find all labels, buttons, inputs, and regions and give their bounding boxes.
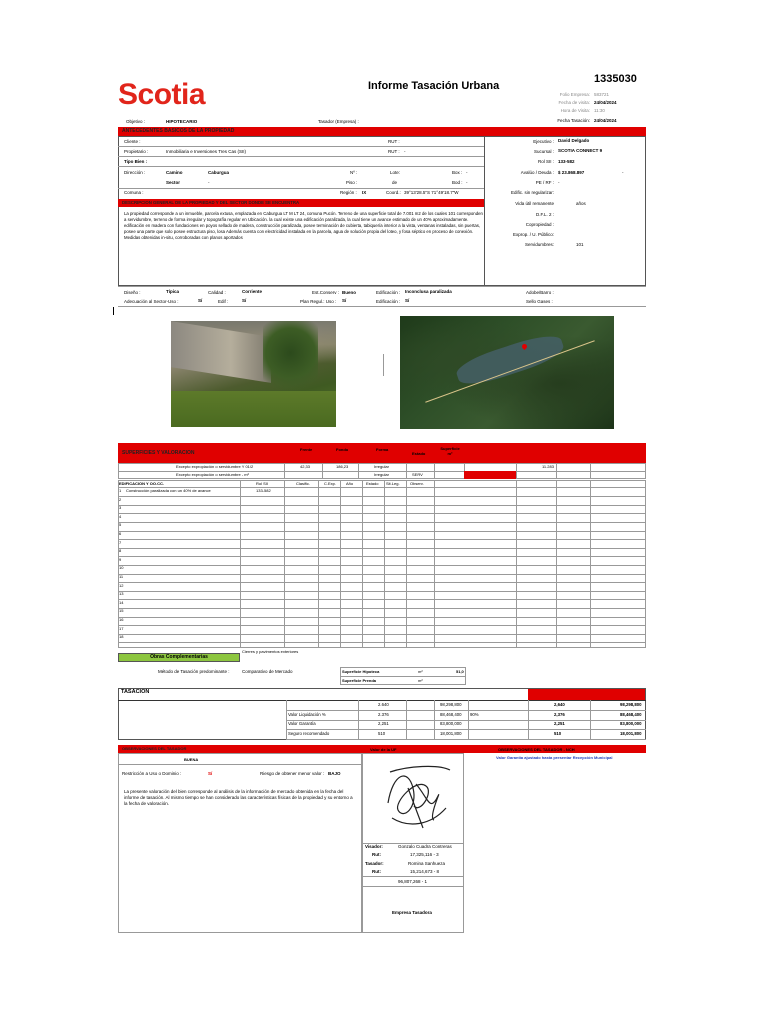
of-label: de	[392, 180, 398, 185]
col-observ: Observ.	[410, 481, 424, 486]
col-line	[468, 700, 469, 740]
unregularized-label: Edific. sin regularizar:	[510, 190, 554, 195]
disclaimer-text: La presente valoración del bien corresponde al análisis de la información de mercado obtenida en la fecha del informe de tasación. Al mismo tiempo se han considerado las características físicas de la propiedad y su entorno a la fecha de valoración.	[124, 789, 353, 806]
row-line	[118, 625, 646, 626]
row-line	[118, 591, 646, 592]
restriction-value: Sí	[208, 771, 213, 776]
owner-rut-label: RUT :	[388, 149, 400, 154]
col-fondo: Fondo	[336, 447, 349, 452]
valuation-row-pesos: 98,298,800	[440, 702, 462, 707]
building-row-number: 6	[119, 531, 122, 536]
building-row-description: Construcción paralizada con un 40% de avance	[126, 488, 211, 493]
valuation-value: $ 23.868.897	[558, 170, 585, 175]
col-line	[590, 463, 591, 479]
quality-label: Calidad :	[208, 290, 226, 295]
box-value: -	[466, 170, 468, 175]
building-row-number: 1	[119, 488, 122, 493]
region-value: IX	[362, 190, 367, 195]
valuation-highlight	[528, 689, 645, 700]
building-row-number: 4	[119, 513, 122, 519]
road-label: Camino	[166, 170, 183, 175]
folio-label: Folio Empresa:	[559, 92, 590, 97]
col-line	[286, 700, 287, 740]
property-type-label: Tipo Bien :	[124, 159, 148, 164]
coord-value: 39°13'28.5"S 71°49'18.7"W	[404, 190, 459, 195]
adobe-label: Adobe/Barro :	[526, 290, 554, 295]
col-sitleg: Sit.Leg.	[386, 481, 400, 486]
building-row-number: 12	[119, 582, 124, 588]
valuation-row-label: Valor Garantía	[288, 721, 316, 727]
col-line	[434, 700, 435, 740]
easements-label: Servidumbres:	[524, 242, 554, 247]
location-map-image	[400, 316, 614, 429]
method-label: Método de Tasación predominante :	[158, 669, 230, 674]
col-estado: Estado	[412, 451, 426, 456]
valuation-row-pesos: 88,468,400	[440, 711, 462, 717]
building-row-number: 5	[119, 522, 122, 528]
storage-label: Bod :	[452, 180, 463, 185]
land-row-label: Excepto expropiación o servidumbre Y 01/2	[176, 464, 254, 469]
building-row-number: 8	[119, 548, 122, 554]
lot-label: Lote:	[390, 170, 401, 175]
row-line	[118, 539, 646, 540]
land-row2-extra: SERV	[412, 472, 423, 477]
remaining-life-value: años	[576, 201, 586, 206]
col-clasific: Clasific.	[296, 481, 311, 486]
valuation-row-uf-total: 510	[554, 730, 562, 736]
design-value: Típica	[166, 289, 180, 294]
property-description: La propiedad corresponde a un inmueble, parcela extusa, emplazada en Caburgua LT M LT 24, comuna Pucón. Terreno de una superficie total de 7.001 m2 de los cuales 101 corresponden a servidumbre, terreno de forma irregular y topografía regular en Ubicación. la cual existe una edificación paralizada, la cual tiene un avance estimado de un 40% aproximadamente. edificación en madera con fundaciones en poyos sellado de madera, construcción paralizada, posee terminación de cubierta, tabiquería interior a la vista, ventanas instaladas, sin puertas, posee una parte que solo posee estructura piso, losa Además cuenta con electricidad instalada en la parcela, agua de solución propia del loteo, y fosa séptico en proceso de conexión. Medidas obtenidas in-situ, corroboradas con planos aportados	[124, 211, 483, 240]
col-line	[590, 700, 591, 740]
tasador-label: Tasador:	[365, 861, 384, 866]
edif-value: Sí	[242, 298, 247, 303]
valuation-row-pesos-total: 98,298,800	[620, 702, 642, 707]
col-ano: Año	[346, 481, 354, 486]
col-rol: Rol SII	[256, 481, 269, 486]
visador-rut-label: Rut:	[372, 852, 381, 857]
tasador-rut-label: Rut:	[372, 869, 381, 874]
observations-title: OBSERVACIONES DEL TASADOR	[122, 746, 187, 751]
photo-divider	[383, 354, 384, 376]
storage-value: -	[466, 180, 468, 185]
valuation-row-pct: 90%	[470, 711, 479, 717]
executive-value: David Delgado	[558, 138, 590, 143]
tasador-rut: 15,214,673 - 8	[410, 869, 440, 874]
row-line	[286, 739, 646, 740]
row-line	[118, 531, 646, 532]
visit-date-label: Fecha de visita:	[558, 100, 590, 105]
valuation-row-uf: 2.376	[378, 711, 389, 717]
easements-value: 101	[576, 242, 584, 247]
building-row-number: 14	[119, 599, 124, 605]
section-header-descripcion: DESCRIPCION GENERAL DE LA PROPIEDAD Y DEL SECTOR DONDE SE ENCUENTRA	[118, 199, 484, 207]
visador-name: Gonzalo Cuadra Contreras	[398, 844, 452, 849]
appraisal-date-label: Fecha Tasación:	[557, 118, 590, 123]
pledge-surface-unit: m²	[418, 678, 423, 683]
col-line	[358, 463, 359, 479]
row-line	[118, 306, 646, 307]
land-row-value: 11.283	[542, 464, 554, 469]
col-line	[434, 463, 435, 479]
branch-value: SCOTIA CONNECT 9	[558, 148, 603, 153]
road-value: Caburgua	[208, 170, 230, 175]
col-line	[528, 700, 529, 740]
land-row-fondo: 186,23	[336, 464, 349, 469]
pledge-surface-label: Superficie Prenda	[342, 678, 377, 683]
tasador-name: Romina Sanhueza	[408, 861, 446, 866]
cursor-mark	[113, 307, 114, 315]
condition-value: BUENA	[184, 757, 199, 762]
remaining-life-label: Vida útil remanente	[515, 201, 554, 206]
visit-time-label: Hora de Visita:	[560, 108, 590, 113]
visit-date-value: 24/04/2024	[594, 100, 617, 105]
col-line	[406, 463, 407, 479]
row-line	[362, 876, 464, 877]
row-line	[118, 522, 646, 523]
row-line	[118, 764, 362, 765]
col-line	[322, 463, 323, 479]
highlight-cell	[464, 471, 516, 479]
adequacy-value: Sí	[198, 298, 203, 303]
pe-rf-value: -	[558, 180, 560, 185]
building-row-rol: 133-582	[256, 488, 271, 493]
land-row-forma: Irregular	[374, 464, 389, 469]
row-line	[118, 599, 646, 600]
valuation-row-pesos-total: 18,001,800	[620, 730, 642, 736]
building-row-number: 11	[119, 574, 124, 579]
objective-label: Objetivo :	[126, 119, 146, 124]
owner-rut-value: -	[404, 149, 406, 154]
row-line	[118, 565, 646, 566]
row-line	[118, 496, 646, 497]
region-label: Región :	[340, 190, 357, 195]
valuation-row-uf-total: 2,640	[554, 702, 565, 707]
rol-value: 133-582	[558, 159, 575, 164]
row-line	[286, 720, 646, 721]
col-frente: Frente	[300, 447, 313, 452]
valuation-row-uf-total: 2,251	[554, 721, 565, 727]
row-line	[118, 608, 646, 609]
building-row-number: 7	[119, 539, 122, 545]
antecedentes-divider	[484, 136, 485, 286]
col-cexp: C.Exp.	[324, 481, 337, 486]
building-row-number: 10	[119, 565, 124, 571]
lake	[453, 330, 566, 391]
row-line	[286, 710, 646, 711]
row-line	[118, 505, 646, 506]
valuation-row-uf: 2.640	[378, 702, 389, 707]
tree	[263, 321, 318, 401]
row-line	[118, 617, 646, 618]
design-label: Diseño :	[124, 290, 141, 295]
uf-value-label: Valor de la UF	[370, 747, 397, 752]
box-label: Box :	[452, 170, 463, 175]
section-header-antecedentes: ANTECEDENTES BASICOS DE LA PROPIEDAD	[118, 127, 646, 136]
visador-label: Visador:	[365, 844, 383, 849]
conservation-label: Est.Conserv :	[312, 290, 340, 295]
floor-label: Piso :	[346, 180, 358, 185]
appraiser-company-label: Tasador (Empresa) :	[318, 119, 359, 124]
row-line	[118, 574, 646, 575]
row-line	[118, 582, 646, 583]
row-line	[118, 513, 646, 514]
owner-value: Inmobiliaria e Inversiones Tres Cas (SII)	[166, 149, 247, 154]
report-number: 1335030	[594, 73, 637, 85]
co-ownership-label: Copropiedad :	[525, 222, 554, 227]
client-label: Cliente :	[124, 139, 141, 144]
guarantee-note: Valor Garantía ajustado hasta presentar Recepción Municipal	[496, 755, 613, 760]
land-row-frente: 42,33	[300, 464, 311, 469]
building-row-number: 15	[119, 608, 124, 614]
plan-regulador-label: Plan Regul.: Uso :	[300, 299, 337, 304]
building-label: Edificación :	[376, 290, 401, 295]
col-forma: Forma	[376, 447, 389, 452]
commune-label: Comuna :	[124, 190, 144, 195]
land-row2-label: Excepto expropiación o servidumbre - m²	[176, 472, 249, 477]
row-line	[286, 729, 646, 730]
rol-label: Rol SII :	[537, 159, 554, 164]
row-line	[118, 286, 646, 287]
coord-label: Coord.:	[386, 190, 401, 195]
building-row-number: 18	[119, 634, 124, 640]
valuation-extra: -	[622, 170, 624, 175]
valuation-label: Avalúo / Deuda :	[520, 170, 554, 175]
row-line	[118, 700, 646, 701]
building-roof	[171, 321, 271, 383]
building-row-number: 17	[119, 625, 124, 631]
valuation-title: TASACION	[121, 689, 150, 695]
signature-stroke	[388, 766, 450, 828]
col-superficie: Superficie m²	[440, 446, 460, 456]
valuation-row-uf-total: 2,376	[554, 711, 565, 717]
quality-value: Corriente	[242, 289, 263, 294]
mortgage-surface-unit: m²	[418, 669, 423, 674]
sector-label: Sector	[166, 180, 181, 185]
building-value: Inconclusa paralizada	[405, 289, 452, 294]
edif-label: Edif :	[218, 299, 229, 304]
method-value: Comparativo de Mercado	[242, 669, 293, 674]
section-header-superficies: SUPERFICIES Y VALORACION	[118, 443, 646, 463]
row-line	[118, 634, 646, 635]
folio-value: 583721	[594, 92, 610, 97]
row-line	[118, 548, 646, 549]
fences-label: Cierres y pavimentos exteriores	[242, 649, 299, 654]
col-line	[406, 700, 407, 740]
visador-rut: 17,325,116 - 3	[410, 852, 439, 857]
number-label: Nº :	[350, 170, 358, 175]
company-rut: 96,807,268 - 1	[398, 879, 428, 884]
executive-label: Ejecutivo :	[533, 139, 554, 144]
row-line	[118, 556, 646, 557]
risk-value: BAJO	[328, 771, 341, 776]
building2-label: Edificación :	[376, 299, 401, 304]
dfl-label: D.F.L. 2 :	[535, 212, 554, 217]
adequacy-label: Adecuación al Sector-Uso :	[124, 299, 179, 304]
row-line	[118, 166, 484, 167]
appraisal-date-value: 24/04/2024	[594, 118, 617, 123]
row-line	[340, 676, 466, 677]
col-line	[358, 700, 359, 740]
scotia-logo: Scotia	[118, 78, 206, 111]
building-row-number: 3	[119, 505, 122, 511]
property-photo	[171, 321, 336, 427]
restriction-label: Restricción a Uso o Dominio :	[122, 771, 182, 776]
risk-label: Riesgo de obtener menor valor :	[260, 771, 325, 776]
row-line	[118, 642, 646, 643]
owner-label: Propietario :	[124, 149, 149, 154]
expropriation-label: Exprop. / U. Público:	[512, 232, 554, 237]
observations-box	[118, 753, 362, 933]
mortgage-surface-label: Superficie Hipoteca	[342, 669, 380, 674]
objective-value: HIPOTECARIO	[166, 119, 198, 124]
complementary-works-label: Obras Complementarias	[118, 653, 240, 662]
grass	[171, 391, 336, 427]
report-title: Informe Tasación Urbana	[368, 80, 500, 92]
pe-rf-label: PE / RF :	[535, 180, 554, 185]
sector-value: -	[208, 180, 210, 185]
appraisal-company-label: Empresa Tasadora	[392, 910, 432, 915]
visador-observations-title: OBSERVACIONES DEL TASADOR - NCH	[498, 747, 575, 752]
row-line	[362, 886, 464, 887]
valuation-row-pesos: 18,001,800	[440, 730, 462, 736]
row-line	[118, 146, 484, 147]
valuation-row-pesos-total: 88,468,400	[620, 711, 642, 717]
valuation-row-pesos-total: 83,800,000	[620, 721, 642, 727]
valuation-row-uf: 2,251	[378, 721, 389, 727]
conservation-value: Bueno	[342, 290, 356, 295]
col-line	[516, 463, 517, 479]
col-estado-edif: Estado	[366, 481, 379, 486]
valuation-row-label: Seguro recomendado	[288, 730, 330, 736]
col-line	[284, 463, 285, 479]
row-line	[118, 156, 484, 157]
building-table-title: EDIFICACION Y OO.CC.	[119, 481, 164, 486]
mortgage-surface-value: 51,0	[456, 669, 464, 674]
valuation-row-label: Valor Liquidación %	[288, 711, 326, 717]
rut-label: RUT :	[388, 139, 400, 144]
building-row-number: 16	[119, 617, 124, 622]
row-line	[118, 188, 484, 189]
building2-value: Sí	[405, 298, 410, 303]
col-line	[556, 463, 557, 479]
building-row-number: 2	[119, 496, 122, 502]
branch-label: Sucursal :	[533, 149, 554, 154]
building-row-number: 13	[119, 591, 124, 597]
land-row2-forma: Irregular	[374, 472, 389, 477]
signature-image	[368, 758, 468, 842]
address-label: Dirección :	[124, 170, 146, 175]
valuation-row-uf: 510	[378, 730, 386, 736]
visit-time-value: 11:30	[594, 108, 605, 113]
gas-seal-label: Sello Gases :	[526, 299, 553, 304]
building-row-number: 9	[119, 556, 122, 562]
valuation-row-pesos: 83,800,000	[440, 721, 462, 727]
plan-regulador-value: Sí	[342, 298, 347, 303]
